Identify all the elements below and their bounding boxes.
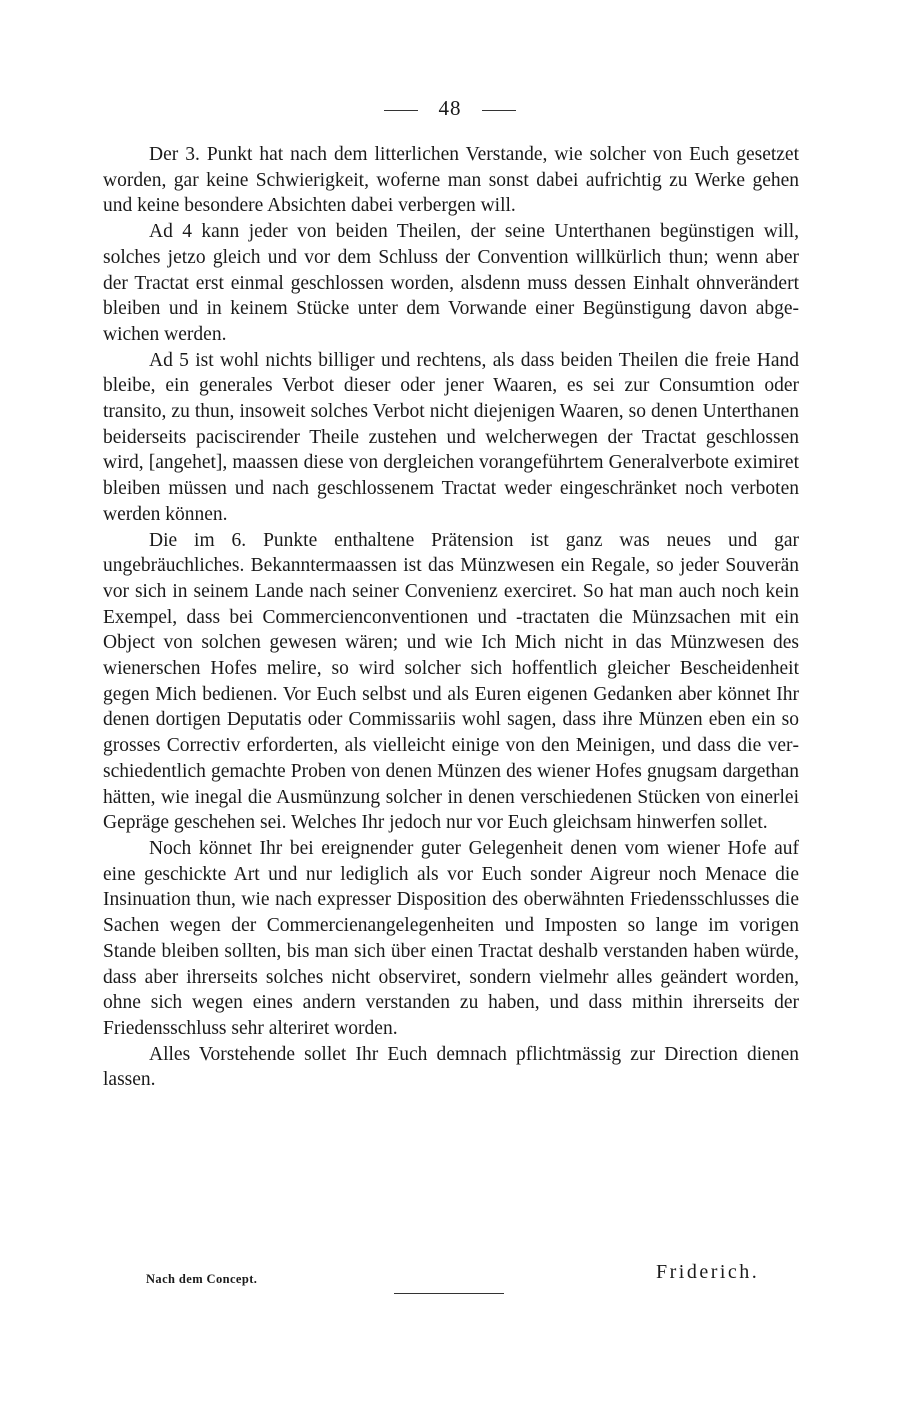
end-rule [394,1293,504,1294]
page-header [0,96,900,121]
signature: Friderich. [656,1261,760,1283]
right-dash-rule [482,110,516,111]
paragraph-punkt-3: Der 3. Punkt hat nach dem litterlichen Verstande, wie solcher von Euch gesetzet worden, gar keine Schwierigkeit, woferne man sonst dabei aufrichtig zu Werke gehen und keine besondere Absichten dabei verbergen will. [103,144,799,217]
paragraph-insinuation: Noch könnet Ihr bei ereignender guter Gelegenheit denen vom wiener Hofe auf eine geschickte Art und nur lediglich als vor Euch sonder Aigreur noch Menace die Insinuation thun, wie nach expresser Disposition des oberwähnten Friedensschlusses die Sachen wegen der Commercienangelegenheiten und Imposten so lange im vorigen Stande bleiben sollten, bis man sich über einen Tractat deshalb verstanden haben würde, dass aber ihrerseits solches nicht observiret, sondern vielmehr alles geändert worden, ohne sich wegen eines andern verstanden zu haben, und dass mithin ihrerseits der Friedensschluss sehr alteriret worden. [103,837,799,1039]
page-number: 48 [438,96,462,120]
paragraph-closing: Alles Vorstehende sollet Ihr Euch demnach pflichtmässig zur Direction dienen lassen. [103,1043,799,1091]
paragraph-punkt-6: Die im 6. Punkte enthaltene Prätension ist ganz was neues und gar ungebräuchliches. Bekanntermaassen ist das Münzwesen ein Regale, so jeder Souverän vor sich in seinem Lande nach seiner Convenienz exerciret. So hat man auch noch kein Exempel, dass bei Commercienconventionen und -tractaten die Münzsachen mit ein Object von solchen gewesen wären; und wie Ich Mich nicht in das Münzwesen des wienerschen Hofes melire, so wird solcher sich hoffentlich gleicher Bescheidenheit gegen Mich bedienen. Vor Euch selbst und als Euren eigenen Gedanken aber könnet Ihr denen dortigen Deputatis oder Commissariis wohl sagen, dass ihre Münzen eben ein so grosses Correctiv erforderten, als vielleicht einige von den Meinigen, und dass die verschiedentlich gemachte Proben von denen Münzen des wiener Hofes gnugsam dargethan hätten, wie inegal die Ausmünzung solcher in denen verschiedenen Stücken von einerlei Gepräge geschehen sei. Welches Ihr jedoch nur vor Euch gleichsam hinwerfen sollet. [103,529,799,834]
paragraph-ad-4: Ad 4 kann jeder von beiden Theilen, der seine Unterthanen begünstigen will, solches jetzo gleich und vor dem Schluss der Convention willkürlich thun; wenn aber der Tractat erst einmal geschlossen worden, alsdenn muss dessen Einhalt ohnverändert bleiben und in keinem Stücke unter dem Vorwande einer Begünstigung davon abgewichen werden. [103,221,799,345]
paragraph-ad-5: Ad 5 ist wohl nichts billiger und rechtens, als dass beiden Theilen die freie Hand bleibe, ein generales Verbot dieser oder jener Waaren, es sei zur Consumtion oder transito, zu thun, insoweit solches Verbot nicht diejenigen Waaren, so denen Unterthanen beiderseits paciscirender Theile zustehen und welcherwegen der Tractat geschlossen wird, [angehet], maassen diese von dergleichen vorangeführtem Generalverbote eximiret bleiben müssen und nach geschlossenem Tractat weder eingeschränket noch verboten werden können. [103,349,799,525]
letter-body [103,142,799,1093]
left-dash-rule [384,110,418,111]
source-note: Nach dem Concept. [146,1272,258,1286]
